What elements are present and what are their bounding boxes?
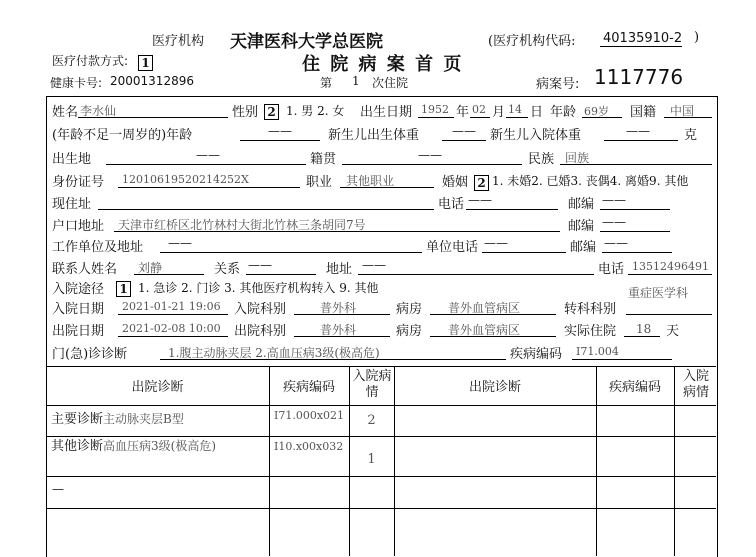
- zip-value: ——: [602, 193, 626, 207]
- id-label: 身份证号: [52, 175, 105, 190]
- table-top-border: [46, 366, 716, 367]
- work-label: 工作单位及地址: [52, 240, 144, 255]
- org-code-value: 40135910-2: [603, 31, 683, 46]
- row-diagnosis: —: [52, 482, 64, 496]
- nation-value: 中国: [670, 104, 695, 118]
- er-diagnosis-value: 1.腹主动脉夹层 2.高血压病3级(极高危): [168, 346, 380, 360]
- visit-suffix: 次住院: [372, 76, 409, 90]
- card-value: 20001312896: [110, 74, 194, 88]
- org-code-label: (医疗机构代码:: [488, 34, 576, 49]
- row-code: I71.000x021: [274, 409, 345, 422]
- er-code-label: 疾病编码: [510, 347, 563, 362]
- work-zip-value: ——: [604, 236, 628, 250]
- age-value: 69岁: [584, 105, 609, 118]
- dob-day-label: 日: [530, 105, 544, 120]
- row-diagnosis: 高血压病3级(极高危): [103, 439, 217, 453]
- record-label: 病案号:: [536, 77, 580, 92]
- dob-label: 出生日期: [360, 105, 413, 120]
- pay-box: 1: [138, 52, 153, 71]
- newborn-weight-value: ——: [452, 124, 476, 138]
- record-number: 1117776: [594, 65, 684, 89]
- row-status: 2: [367, 413, 376, 428]
- newborn-admit-weight-label: 新生儿入院体重: [490, 128, 582, 143]
- table-row: [52, 482, 64, 496]
- route-box: 1: [116, 278, 131, 297]
- admit-date-value: 2021-01-21 19:06: [122, 300, 221, 313]
- contact-phone-label: 电话: [598, 262, 625, 277]
- header-disease-code: 疾病编码: [282, 380, 335, 395]
- transfer-label: 转科科别: [564, 302, 617, 317]
- row-label: 其他诊断: [51, 439, 104, 454]
- hospital-name: 天津医科大学总医院: [230, 32, 383, 52]
- header-admit-status-2: 入院病情: [682, 369, 709, 400]
- er-diagnosis-label: 门(急)诊诊断: [52, 347, 128, 362]
- stay-label: 实际住院: [564, 324, 617, 339]
- dob-month-label: 月: [492, 105, 506, 120]
- birthplace-value: ——: [196, 148, 220, 162]
- work-value: ——: [168, 236, 192, 250]
- hukou-zip-label: 邮编: [568, 219, 595, 234]
- marital-label: 婚姻: [442, 175, 469, 190]
- native-label: 籍贯: [310, 152, 337, 167]
- admit-ward-value: 普外血管病区: [448, 301, 521, 315]
- nation-label: 国籍: [630, 105, 657, 120]
- hukou-zip-value: ——: [602, 215, 626, 229]
- discharge-date-label: 出院日期: [52, 324, 105, 339]
- sex-label: 性别: [232, 105, 259, 120]
- stay-unit: 天: [666, 324, 680, 339]
- table-row: [51, 408, 184, 427]
- work-zip-label: 邮编: [570, 240, 597, 255]
- hukou-label: 户口地址: [52, 219, 105, 234]
- contact-address-value: ——: [362, 258, 386, 272]
- id-value: 12010619520214252X: [122, 173, 249, 186]
- route-options: 1. 急诊 2. 门诊 3. 其他医疗机构转入 9. 其他: [138, 281, 379, 295]
- job-value: 其他职业: [346, 174, 395, 188]
- admit-ward-label: 病房: [396, 302, 423, 317]
- newborn-weight-label: 新生儿出生体重: [328, 128, 420, 143]
- infant-age-label: (年龄不足一周岁的)年龄: [52, 128, 193, 143]
- contact-phone-value: 13512496491: [632, 260, 709, 273]
- header-discharge-diagnosis-2: 出院诊断: [468, 380, 521, 395]
- org-code-close: ): [694, 30, 700, 45]
- work-phone-label: 单位电话: [426, 240, 479, 255]
- ethnic-value: 回族: [565, 151, 590, 165]
- infant-age-value: ——: [268, 124, 292, 138]
- table-row: [51, 439, 265, 454]
- native-value: ——: [418, 148, 442, 162]
- transfer-value: 重症医学科: [628, 286, 689, 300]
- weight-unit: 克: [684, 128, 698, 143]
- dob-year: 1952: [421, 103, 449, 116]
- contact-value: 刘静: [138, 261, 163, 275]
- discharge-ward-value: 普外血管病区: [448, 323, 521, 337]
- admit-dept-label: 入院科别: [234, 302, 287, 317]
- contact-address-label: 地址: [326, 262, 353, 277]
- header-admit-status: 入院病情: [352, 369, 392, 400]
- phone-label: 电话: [438, 197, 465, 212]
- age-label: 年龄: [550, 105, 577, 120]
- dob-month: 02: [472, 103, 486, 116]
- header-disease-code-2: 疾病编码: [608, 380, 661, 395]
- row-code: I10.x00x032: [274, 440, 344, 453]
- address-label: 现住址: [52, 197, 92, 212]
- zip-label: 邮编: [568, 197, 595, 212]
- admit-dept-value: 普外科: [320, 301, 357, 315]
- header-discharge-diagnosis: 出院诊断: [131, 380, 184, 395]
- pay-label: 医疗付款方式:: [52, 54, 129, 68]
- job-label: 职业: [306, 175, 333, 190]
- sex-box: 2: [264, 101, 279, 120]
- row-diagnosis: 主动脉夹层B型: [103, 412, 184, 426]
- discharge-dept-label: 出院科别: [234, 324, 287, 339]
- marital-options: 1. 未婚2. 已婚3. 丧偶4. 离婚9. 其他: [492, 174, 689, 188]
- card-label: 健康卡号:: [50, 76, 103, 90]
- visit-number: 1: [352, 74, 360, 88]
- newborn-admit-weight-value: ——: [626, 124, 650, 138]
- discharge-ward-label: 病房: [396, 324, 423, 339]
- org-label: 医疗机构: [152, 34, 205, 49]
- name-label: 姓名: [52, 105, 79, 120]
- birthplace-label: 出生地: [52, 152, 92, 167]
- name-value: 李水仙: [80, 104, 117, 118]
- marital-box: 2: [474, 172, 489, 191]
- phone-value: ——: [468, 193, 492, 207]
- discharge-dept-value: 普外科: [320, 323, 357, 337]
- relation-label: 关系: [214, 262, 241, 277]
- work-phone-value: ——: [484, 236, 508, 250]
- row-label: 主要诊断: [51, 412, 104, 427]
- hukou-value: 天津市红桥区北竹林村大街北竹林三条胡同7号: [118, 218, 366, 232]
- admit-date-label: 入院日期: [52, 302, 105, 317]
- sex-options: 1. 男 2. 女: [286, 104, 345, 118]
- dob-year-label: 年: [456, 105, 470, 120]
- org-code-underline: [600, 46, 682, 47]
- row-status: 1: [367, 452, 376, 467]
- visit-prefix: 第: [320, 76, 333, 90]
- stay-days: 18: [636, 322, 652, 336]
- route-label: 入院途径: [52, 282, 105, 297]
- ethnic-label: 民族: [528, 152, 555, 167]
- er-code-value: I71.004: [576, 345, 619, 358]
- page-title: 住 院 病 案 首 页: [302, 54, 464, 75]
- relation-value: ——: [248, 258, 272, 272]
- discharge-date-value: 2021-02-08 10:00: [122, 322, 221, 335]
- contact-label: 联系人姓名: [52, 262, 118, 277]
- dob-day: 14: [508, 103, 522, 116]
